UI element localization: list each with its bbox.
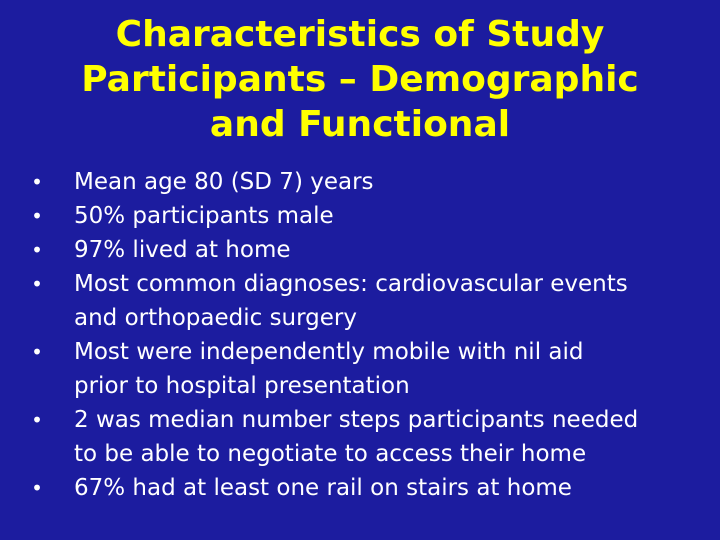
title-line: Characteristics of Study [115, 14, 605, 55]
bullet-text: Mean age 80 (SD 7) years [74, 169, 374, 195]
bullet-dot-icon: • [31, 238, 43, 262]
bullet-item [30, 165, 700, 199]
bullet-item [30, 403, 700, 471]
bullet-dot-icon: • [31, 340, 43, 364]
bullet-text: and orthopaedic surgery [74, 305, 357, 331]
bullet-dot-icon: • [31, 408, 43, 432]
title-line: Participants – Demographic [81, 59, 639, 100]
bullet-item [30, 335, 700, 403]
slide-title [60, 12, 660, 147]
bullet-item [30, 267, 700, 335]
bullet-text: Most were independently mobile with nil aid [74, 339, 584, 365]
bullet-item [30, 233, 700, 267]
bullet-item [30, 471, 700, 505]
bullet-text: 50% participants male [74, 203, 334, 229]
bullet-list [30, 165, 700, 505]
bullet-dot-icon: • [31, 476, 43, 500]
bullet-text: 67% had at least one rail on stairs at home [74, 475, 572, 501]
bullet-text: 2 was median number steps participants needed [74, 407, 639, 433]
bullet-dot-icon: • [31, 272, 43, 296]
bullet-text: to be able to negotiate to access their home [74, 441, 587, 467]
bullet-dot-icon: • [31, 204, 43, 228]
bullet-dot-icon: • [31, 170, 43, 194]
bullet-text: prior to hospital presentation [74, 373, 410, 399]
bullet-item [30, 199, 700, 233]
title-line: and Functional [209, 104, 511, 145]
bullet-text: Most common diagnoses: cardiovascular events [74, 271, 628, 297]
bullet-text: 97% lived at home [74, 237, 291, 263]
